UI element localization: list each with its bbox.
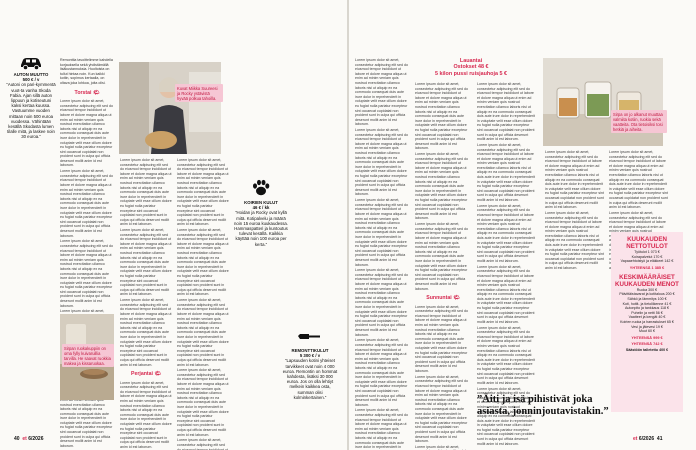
page-number-right: 41 bbox=[656, 436, 663, 442]
paw-icon bbox=[251, 178, 271, 198]
heading-sunday: Sunnuntai 🌤 bbox=[426, 295, 460, 302]
expense-row: Koti, hoitit- ja tietoliikenne 41 € bbox=[622, 301, 672, 306]
car-note-amount: 500 € / v bbox=[22, 77, 40, 83]
income-title: KUUKAUDEN NETTOTULOT bbox=[626, 236, 668, 250]
right-footer bbox=[633, 436, 662, 442]
expense-row: Vaatteet ja kengät 40 € bbox=[628, 315, 666, 320]
pet-cost-note bbox=[234, 178, 288, 247]
expense-row: Puhelin ja netti 56 € bbox=[631, 310, 663, 315]
left-footer bbox=[14, 436, 43, 442]
car-cost-note bbox=[6, 56, 56, 140]
savings-label: YHTEENSÄ 742 € bbox=[631, 341, 663, 346]
magazine-logo-right: et bbox=[633, 436, 638, 442]
car-note-title: AUTON MUUTTO bbox=[13, 72, 49, 77]
right-column-1 bbox=[355, 58, 411, 430]
left-column-2 bbox=[120, 158, 172, 430]
expense-total: YHTEENSÄ 999 € bbox=[631, 335, 663, 340]
pet-note-amount: 46 € / kk bbox=[252, 205, 270, 211]
budget-box bbox=[611, 232, 683, 412]
heading-friday: Perjantai 🌤 bbox=[131, 371, 161, 378]
expense-row: Autonpito ja tankkaus 118 € bbox=[624, 306, 670, 311]
hammer-icon bbox=[298, 332, 322, 346]
right-column-4 bbox=[545, 150, 605, 228]
car-icon bbox=[18, 56, 44, 70]
car-note-text: ”Autoni on pari-kymmentä vuot-ta vanha Skoda Fabia. Ajan sillä auton lippuun ja kotiseutuni kaksi kertaa kuussa. Vastuumme vuoden mittaan noin 500 euroa vuodessa. Vähintään kesällä Skodasta lumen tilalle mitä, ja laskee noin 30 euroa.” bbox=[6, 82, 56, 140]
expense-row: Vesi ja jätevesi 19 € bbox=[631, 324, 663, 329]
income-total: YHTEENSÄ 1 385 € bbox=[629, 265, 665, 270]
right-column-5 bbox=[609, 150, 669, 228]
right-column-2 bbox=[415, 82, 471, 430]
expense-list bbox=[611, 288, 683, 334]
saturday-shopping: Ostokset 48 € bbox=[453, 64, 489, 71]
expense-row: Sähkö ja lämmitys 100 € bbox=[627, 296, 667, 301]
page-number-left: 40 bbox=[14, 436, 20, 442]
income-row: Työtulot 1 073 € bbox=[634, 250, 660, 254]
magazine-logo-left: et bbox=[22, 436, 27, 442]
intro-text: Remonttia tavoittelimme kahdella korjauksella sekä yhdistämällä lisäkustannuksia. Huoltoista on tullut hintaa noin. Kun kaikki kotiin, sopimus kertaalla, on oltava joka lohkoa, joita olisi. bbox=[60, 58, 113, 85]
saturday-shopping-2: 5 kilon pussi ruisjauhoja 5 € bbox=[435, 70, 507, 77]
income-row: Vapaaehtoistyö ja eläkkeet 142 € bbox=[620, 259, 674, 264]
pull-quote: ”Äiti ja isä pihistivät joka asiasta, jonninjoutavistakin.” bbox=[477, 394, 609, 417]
repair-cost-note bbox=[282, 332, 338, 400]
heading-tuesday: Torstai 🌤 bbox=[74, 89, 100, 96]
left-page bbox=[0, 0, 347, 450]
issue-right: 6/2026 bbox=[638, 436, 655, 442]
heading-saturday: Lauantai bbox=[459, 58, 483, 64]
expense-row: Muut 60 € bbox=[639, 329, 655, 334]
repair-note-title: REMONTTIKULUT bbox=[291, 348, 329, 353]
portrait-illustration bbox=[119, 62, 221, 154]
pet-note-text: ”Hoidan ja Rocky ovat kyllä mitä. Kotipalvelu ja määrä noin 15 euroa kuukaudessa. Hammaspatteri ja kuntoutus tulevat kesällä. Kaikkia käyttää noin 100 euroa per kerta.” bbox=[234, 210, 288, 247]
expense-title: KESKIMÄÄRÄISET KUUKAUDEN MENOT bbox=[615, 273, 679, 288]
expense-row: Päivittäistavarat ja kotitalous 200 € bbox=[619, 292, 675, 297]
income-list bbox=[611, 250, 683, 264]
expense-row: Ruoka 300 € bbox=[636, 287, 658, 292]
expense-row: Koirien ruoka ja harrastukset 65 € bbox=[620, 319, 674, 324]
portrait-photo bbox=[119, 62, 221, 154]
issue-left: 6/2026 bbox=[28, 436, 44, 442]
pet-note-title: KOIRIEN KULUT bbox=[244, 200, 278, 205]
income-row: Koirapalvelut 170 € bbox=[631, 254, 663, 259]
repair-note-text: ”Lapsuuden kotini yhteiset tarvikkeet ovat noin 4 000 euroa. Remontin on hommat kahdesta, lisäksi 30 000 euroa. Jos on olla lehtiyt melkein kaikkea osta, summan olisi kolminkertainen.” bbox=[282, 358, 338, 400]
right-page bbox=[349, 0, 696, 450]
saturday-heading-block bbox=[411, 58, 531, 77]
portrait-caption: Kuvat Miikka Suureesi ja Rocky ystävistä hyvää polkua tahoilla. bbox=[175, 84, 223, 102]
pet-bowl-caption: Sirpan ruokakuppiin on oma fylly kuivaruillia tarvilla. He saavat ruokkia makea ja kissaruokaa. bbox=[62, 344, 114, 367]
food-jars-caption: Sirpa on jo alkanut muuttaa valmiita kotiin, ruokia sekä vaatteita. Ota tietoisiksi tosi hetkiä ja aiheita. bbox=[611, 110, 667, 133]
left-column-3 bbox=[177, 158, 229, 430]
right-column-3 bbox=[477, 82, 535, 400]
savings-text: Säästöön talletettu 400 € bbox=[625, 347, 669, 352]
repair-note-amount: 5 300 € / v bbox=[299, 353, 321, 359]
